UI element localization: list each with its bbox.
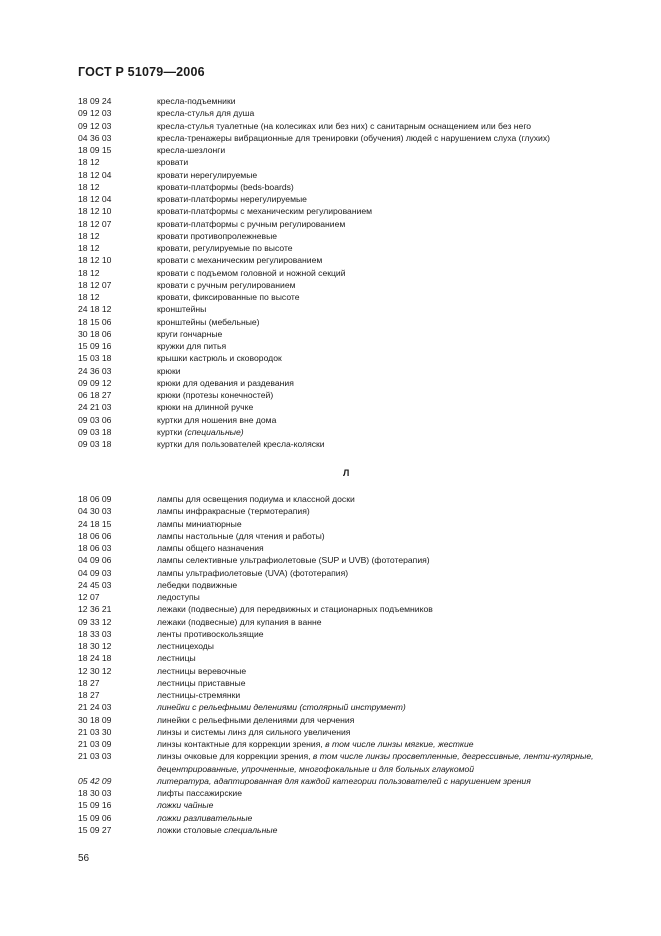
item-text: лампы общего назначения <box>157 543 264 553</box>
item-text: кровати-платформы нерегулируемые <box>157 194 307 204</box>
item-text <box>157 750 637 775</box>
item-code: 09 12 03 <box>78 108 112 119</box>
item-code: 24 21 03 <box>78 402 112 413</box>
item-code: 18 09 24 <box>78 96 112 106</box>
item-text: кровати, регулируемые по высоте <box>157 243 293 253</box>
item-text-italic: в том числе линзы мягкие, жесткие <box>325 739 474 749</box>
list-item <box>78 389 638 401</box>
item-text-italic: (специальные) <box>184 426 244 437</box>
item-code: 18 06 09 <box>78 494 112 504</box>
item-text <box>157 701 637 713</box>
item-text <box>157 738 637 750</box>
item-code: 15 09 06 <box>78 812 112 823</box>
list-item <box>78 505 638 517</box>
item-code: 04 30 03 <box>78 506 112 517</box>
item-text-italic: линейки с рельефными делениями (столярный инструмент) <box>157 702 406 713</box>
page-number: 56 <box>78 853 90 864</box>
list-item <box>78 579 638 591</box>
list-item <box>78 616 638 628</box>
item-text-plain: ложки столовые <box>157 824 225 835</box>
item-text: лестницеходы <box>157 641 214 651</box>
item-code: 15 09 27 <box>78 824 112 835</box>
item-text: кровати нерегулируемые <box>157 169 258 180</box>
item-text: кровати-платформы с ручным регулированием <box>157 218 346 229</box>
list-item <box>78 132 638 144</box>
item-text-italic: специальные <box>224 824 278 835</box>
list-item <box>78 689 638 701</box>
list-item <box>78 365 638 377</box>
item-text-italic: ложки разливательные <box>157 812 253 823</box>
item-text: лампы ультрафиолетовые (UVA) (фототерапия) <box>157 567 349 578</box>
item-text: лежаки (подвесные) для купания в ванне <box>157 616 322 627</box>
item-text: крюки (протезы конечностей) <box>157 390 274 400</box>
item-code: 18 30 03 <box>78 788 112 798</box>
list-item <box>78 738 638 750</box>
list-item <box>78 530 638 542</box>
item-code: 04 09 03 <box>78 567 112 578</box>
list-item <box>78 438 638 450</box>
list-item <box>78 567 638 579</box>
list-item <box>78 107 638 119</box>
item-text: кровати <box>157 157 189 168</box>
list-item <box>78 812 638 824</box>
list-item <box>78 554 638 566</box>
item-text: лифты пассажирские <box>157 788 242 798</box>
term-list-l <box>78 493 638 836</box>
item-text: лестницы-стремянки <box>157 690 241 700</box>
item-code: 15 09 16 <box>78 800 112 811</box>
item-code: 04 09 06 <box>78 555 112 566</box>
item-code: 18 27 <box>78 677 100 688</box>
list-item <box>78 591 638 603</box>
item-text: крюки <box>157 365 181 376</box>
list-item <box>78 316 638 328</box>
document-header: ГОСТ Р 51079—2006 <box>78 65 205 79</box>
item-text <box>157 812 637 824</box>
item-code: 09 03 06 <box>78 414 112 425</box>
item-code: 18 12 10 <box>78 206 112 217</box>
item-code: 04 36 03 <box>78 132 112 143</box>
list-item <box>78 824 638 836</box>
list-item <box>78 279 638 291</box>
item-code: 24 36 03 <box>78 365 112 376</box>
item-code: 21 03 30 <box>78 726 112 737</box>
item-text: кронштейны (мебельные) <box>157 316 260 327</box>
item-text: крышки кастрюль и сковородок <box>157 353 282 364</box>
list-item <box>78 254 638 266</box>
list-item <box>78 775 638 787</box>
list-item <box>78 542 638 554</box>
item-text: кресла-тренажеры вибрационные для тренировки (обучения) людей с нарушением слуха (глухих) <box>157 132 550 143</box>
item-text: кровати с ручным регулированием <box>157 279 296 290</box>
item-text-italic: в том числе линзы просветленные, дегрессивные, ленти-кулярные, децентрированные, упрочненные, многофокальные и для больных глаукомой <box>157 751 594 774</box>
item-text: кресла-подъемники <box>157 96 236 106</box>
item-text: кресла-стулья туалетные (на колесиках или без них) с санитарным оснащением или без него <box>157 120 532 131</box>
item-text: крюки на длинной ручке <box>157 402 254 413</box>
item-code: 18 12 <box>78 243 100 253</box>
item-text: лежаки (подвесные) для передвижных и стационарных подъемников <box>157 604 433 615</box>
item-text: кровати, фиксированные по высоте <box>157 292 300 302</box>
item-text: линейки с рельефными делениями для черчения <box>157 714 355 725</box>
item-code: 18 09 15 <box>78 145 112 155</box>
list-item <box>78 426 638 438</box>
list-item <box>78 181 638 193</box>
item-text: лестницы <box>157 653 196 664</box>
item-code: 18 27 <box>78 690 100 700</box>
item-code: 21 03 03 <box>78 751 112 762</box>
item-text: лампы инфракрасные (термотерапия) <box>157 506 310 517</box>
item-text: кровати с механическим регулированием <box>157 255 323 266</box>
item-code: 09 33 12 <box>78 616 112 627</box>
item-text: лампы миниатюрные <box>157 518 242 529</box>
list-item <box>78 169 638 181</box>
item-code: 30 18 09 <box>78 714 112 725</box>
item-text <box>157 799 637 811</box>
item-code: 06 18 27 <box>78 390 112 400</box>
item-text: кровати-платформы с механическим регулированием <box>157 206 373 217</box>
list-item <box>78 218 638 230</box>
item-text: кровати противопролежневые <box>157 230 278 241</box>
item-text: лестницы веревочные <box>157 665 247 676</box>
item-code: 18 15 06 <box>78 316 112 327</box>
item-code: 09 09 12 <box>78 377 112 388</box>
item-text: кружки для питья <box>157 341 227 351</box>
list-item <box>78 303 638 315</box>
list-item <box>78 652 638 664</box>
item-text <box>157 824 637 836</box>
list-item <box>78 628 638 640</box>
list-item <box>78 120 638 132</box>
item-code: 18 30 12 <box>78 641 112 651</box>
list-item <box>78 677 638 689</box>
item-code: 18 12 07 <box>78 279 112 290</box>
list-item <box>78 267 638 279</box>
list-item <box>78 518 638 530</box>
list-item <box>78 640 638 652</box>
item-code: 24 45 03 <box>78 579 112 590</box>
item-code: 18 06 06 <box>78 530 112 541</box>
item-code: 24 18 12 <box>78 304 112 315</box>
list-item <box>78 193 638 205</box>
item-text: кровати с подъемом головной и ножной секций <box>157 267 346 278</box>
item-text: лампы для освещения подиума и классной доски <box>157 494 355 504</box>
item-text: куртки для пользователей кресла-коляски <box>157 439 325 449</box>
item-text <box>157 775 637 787</box>
item-code: 18 12 04 <box>78 194 112 204</box>
item-text: лампы настольные (для чтения и работы) <box>157 530 325 541</box>
list-item <box>78 714 638 726</box>
item-text-plain: линзы контактные для коррекции зрения, <box>157 739 326 749</box>
list-item <box>78 156 638 168</box>
item-text: лестницы приставные <box>157 677 246 688</box>
item-code: 18 12 04 <box>78 169 112 180</box>
list-item <box>78 377 638 389</box>
item-text: куртки для ношения вне дома <box>157 414 277 425</box>
item-text-plain: куртки <box>157 426 185 437</box>
item-code: 18 24 18 <box>78 653 112 664</box>
list-item <box>78 144 638 156</box>
item-code: 15 09 16 <box>78 341 112 351</box>
item-text: кресла-стулья для душа <box>157 108 255 119</box>
item-code: 05 42 09 <box>78 775 112 786</box>
item-code: 24 18 15 <box>78 518 112 529</box>
list-item <box>78 726 638 738</box>
item-text <box>157 426 637 438</box>
item-code: 18 06 03 <box>78 543 112 553</box>
list-item <box>78 352 638 364</box>
list-item <box>78 603 638 615</box>
item-code: 18 33 03 <box>78 628 112 639</box>
list-item <box>78 205 638 217</box>
item-text: круги гончарные <box>157 328 223 339</box>
list-item <box>78 95 638 107</box>
item-text: линзы и системы линз для сильного увеличения <box>157 726 351 737</box>
item-text: ледоступы <box>157 592 200 602</box>
item-code: 21 24 03 <box>78 702 112 713</box>
item-text: ленты противоскользящие <box>157 628 264 639</box>
list-item <box>78 787 638 799</box>
list-item <box>78 328 638 340</box>
item-code: 15 03 18 <box>78 353 112 364</box>
item-code: 18 12 <box>78 292 100 302</box>
item-code: 30 18 06 <box>78 328 112 339</box>
list-item <box>78 750 638 775</box>
item-code: 18 12 07 <box>78 218 112 229</box>
item-text-italic: литература, адаптированная для каждой категории пользователей с нарушением зрения <box>157 775 531 786</box>
item-code: 09 03 18 <box>78 439 112 449</box>
item-text: кровати-платформы (beds-boards) <box>157 181 294 192</box>
list-item <box>78 493 638 505</box>
item-text: кронштейны <box>157 304 207 315</box>
list-item <box>78 665 638 677</box>
list-item <box>78 701 638 713</box>
item-code: 18 12 <box>78 157 100 168</box>
list-item <box>78 401 638 413</box>
list-item <box>78 291 638 303</box>
item-text: лебедки подвижные <box>157 579 238 590</box>
item-code: 12 36 21 <box>78 604 112 615</box>
item-code: 18 12 <box>78 230 100 241</box>
item-code: 12 07 <box>78 592 100 602</box>
list-item <box>78 230 638 242</box>
item-code: 12 30 12 <box>78 665 112 676</box>
item-text: крюки для одевания и раздевания <box>157 377 294 388</box>
term-list-k <box>78 95 638 450</box>
item-text-plain: линзы очковые для коррекции зрения, <box>157 751 313 762</box>
item-code: 18 12 10 <box>78 255 112 266</box>
section-letter: Л <box>343 468 350 478</box>
item-code: 18 12 <box>78 267 100 278</box>
list-item <box>78 340 638 352</box>
item-code: 09 03 18 <box>78 426 112 437</box>
item-code: 21 03 09 <box>78 739 112 749</box>
item-text: кресла-шезлонги <box>157 145 226 155</box>
item-code: 09 12 03 <box>78 120 112 131</box>
list-item <box>78 799 638 811</box>
list-item <box>78 242 638 254</box>
list-item <box>78 414 638 426</box>
item-text: лампы селективные ультрафиолетовые (SUP и UVB) (фототерапия) <box>157 555 430 566</box>
item-text-italic: ложки чайные <box>157 800 214 811</box>
item-code: 18 12 <box>78 181 100 192</box>
